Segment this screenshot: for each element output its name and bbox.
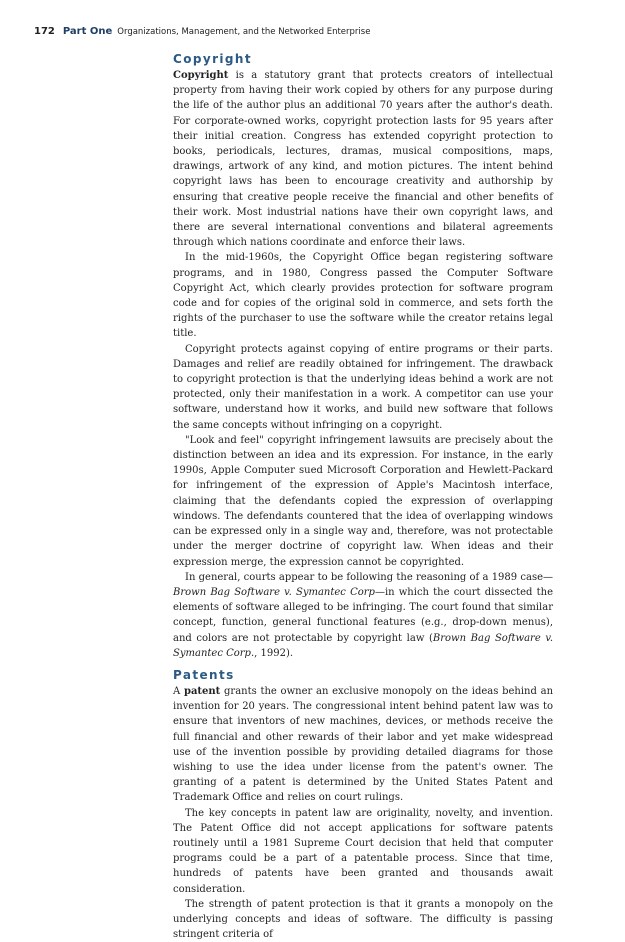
copyright-term: Copyright <box>173 70 229 81</box>
part-title: Organizations, Management, and the Networked Enterprise <box>117 27 371 37</box>
patents-paragraph-2: The key concepts in patent law are originality, novelty, and invention. The Patent Office did not accept applications for software patents routinely until a 1981 Supreme Court decision that held that computer programs could be a part of a patentable process. Since that time, hundreds of patents have been granted and thousands await consideration. <box>173 807 553 895</box>
copyright-paragraph-1: Copyright is a statutory grant that protects creators of intellectual property from having their work copied by others for any purpose during the life of the author plus an additional 70 years after the author's death. For corporate-owned works, copyright protection lasts for 95 years after their initial creation. Congress has extended copyright protection to books, periodicals, lectures, dramas, musical compositions, maps, drawings, artwork of any kind, and motion pictures. The intent behind copyright laws has been to encourage creativity and authorship by ensuring that creative people receive the financial and other benefits of their work. Most industrial nations have their own copyright laws, and there are several international conventions and bilateral agreements through which nations coordinate and enforce their laws. <box>173 70 553 249</box>
page-body <box>173 51 553 942</box>
copyright-paragraph-4: "Look and feel" copyright infringement lawsuits are precisely about the distinction between an idea and its expression. For instance, in the early 1990s, Apple Computer sued Microsoft Corporation and Hewlett-Packard for infringement of the expression of Apple's Macintosh interface, claiming that the defendants copied the expression of overlapping windows. The defendants countered that the idea of overlapping windows can be expressed only in a single way and, therefore, was not protectable under the merger doctrine of copyright law. When ideas and their expression merge, the expression cannot be copyrighted. <box>173 434 553 568</box>
case-citation: Brown Bag Software v. Symantec Corp <box>173 586 375 598</box>
copyright-paragraph-5: In general, courts appear to be following the reasoning of a 1989 case—Brown Bag Software v. Symantec Corp—in which the court dissected the elements of software alleged to be infringing. The court found that similar concept, function, general functional features (e.g., drop-down menus), and colors are not protectable by copyright law (Brown Bag Software v. Symantec Corp., 1992). <box>173 571 553 659</box>
case-citation: Brown Bag Software v. Symantec Corp. <box>173 632 553 659</box>
patent-term: patent <box>183 685 221 697</box>
copyright-paragraph-3: Copyright protects against copying of entire programs or their parts. Damages and relief are readily obtained for infringement. The drawback to copyright protection is that the underlying ideas behind a work are not protected, only their manifestation in a work. A competitor can use your software, understand how it works, and build new software that follows the same concepts without infringing on a copyright. <box>173 343 553 431</box>
page-number: 172 <box>34 26 55 37</box>
patents-paragraph-1: A patent grants the owner an exclusive monopoly on the ideas behind an invention for 20 years. The congressional intent behind patent law was to ensure that inventors of new machines, devices, or methods receive the full financial and other rewards of their labor and yet make widespread use of the invention possible by providing detailed diagrams for those wishing to use the idea under license from the patent's owner. The granting of a patent is determined by the United States Patent and Trademark Office and relies on court rulings. <box>173 685 554 804</box>
patents-paragraph-3: The strength of patent protection is that it grants a monopoly on the underlying concepts and ideas of software. The difficulty is passing stringent criteria of <box>173 898 553 941</box>
copyright-paragraph-2: In the mid-1960s, the Copyright Office began registering software programs, and in 1980, Congress passed the Computer Software Copyright Act, which clearly provides protection for software program code and for copies of the original sold in commerce, and sets forth the rights of the purchaser to use the software while the creator retains legal title. <box>173 252 553 340</box>
copyright-heading: Copyright <box>173 52 252 66</box>
running-head <box>34 26 370 38</box>
part-label: Part One <box>62 26 113 37</box>
patents-heading: Patents <box>173 667 235 682</box>
